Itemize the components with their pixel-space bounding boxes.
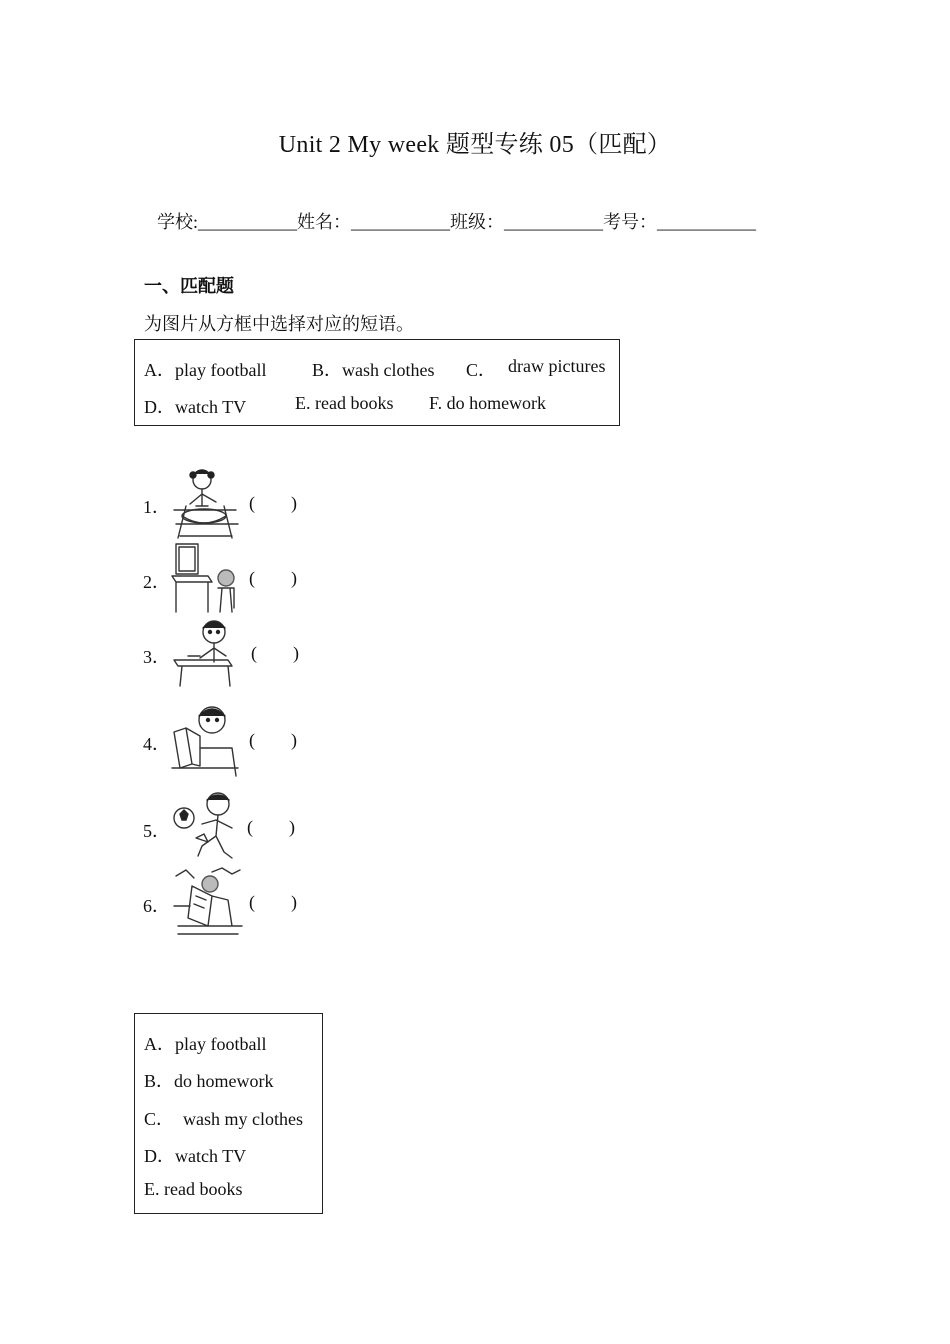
question-4-number: 4．: [143, 734, 170, 754]
page-title: Unit 2 My week 题型专练 05（匹配）: [278, 132, 672, 158]
option-c-text: draw pictures: [508, 356, 606, 376]
answer-blank-3[interactable]: ( ): [251, 643, 299, 663]
question-6-number: 6．: [143, 896, 170, 916]
option-f: F. do homework: [429, 393, 547, 413]
box2-option-c: C． wash my clothes: [144, 1109, 303, 1129]
boy-playing-football-icon: [172, 790, 242, 862]
child-watching-tv-icon: [172, 542, 242, 614]
option-b: B．wash clothes: [312, 360, 435, 380]
box2-option-d: D．watch TV: [144, 1146, 247, 1166]
answer-blank-2[interactable]: ( ): [249, 568, 297, 588]
student-info-line: 学校:___________姓名：___________班级：___________考号：___________: [157, 212, 756, 232]
question-5-number: 5．: [143, 821, 170, 841]
answer-blank-1[interactable]: ( ): [249, 493, 297, 513]
options-box-2: [134, 1013, 323, 1214]
question-2-number: 2．: [143, 572, 170, 592]
options-box-1: [134, 339, 620, 426]
box2-option-a: A．play football: [144, 1034, 267, 1054]
answer-blank-6[interactable]: ( ): [249, 892, 297, 912]
boy-doing-homework-icon: [170, 616, 240, 688]
option-a: A．play football: [144, 360, 267, 380]
question-1-number: 1．: [143, 497, 170, 517]
boy-reading-book-icon: [170, 702, 240, 774]
answer-blank-4[interactable]: ( ): [249, 730, 297, 750]
option-d: D．watch TV: [144, 397, 247, 417]
box2-option-b: B．do homework: [144, 1071, 274, 1091]
option-c-letter: C．: [466, 360, 497, 380]
answer-blank-5[interactable]: ( ): [247, 817, 295, 837]
section-title: 一、匹配题: [144, 276, 234, 297]
option-e: E. read books: [295, 393, 394, 413]
girl-washing-clothes-icon: [172, 466, 242, 538]
question-3-number: 3．: [143, 647, 170, 667]
instruction-text: 为图片从方框中选择对应的短语。: [144, 314, 414, 335]
child-drawing-picture-icon: [172, 866, 242, 938]
box2-option-e: E. read books: [144, 1179, 243, 1199]
